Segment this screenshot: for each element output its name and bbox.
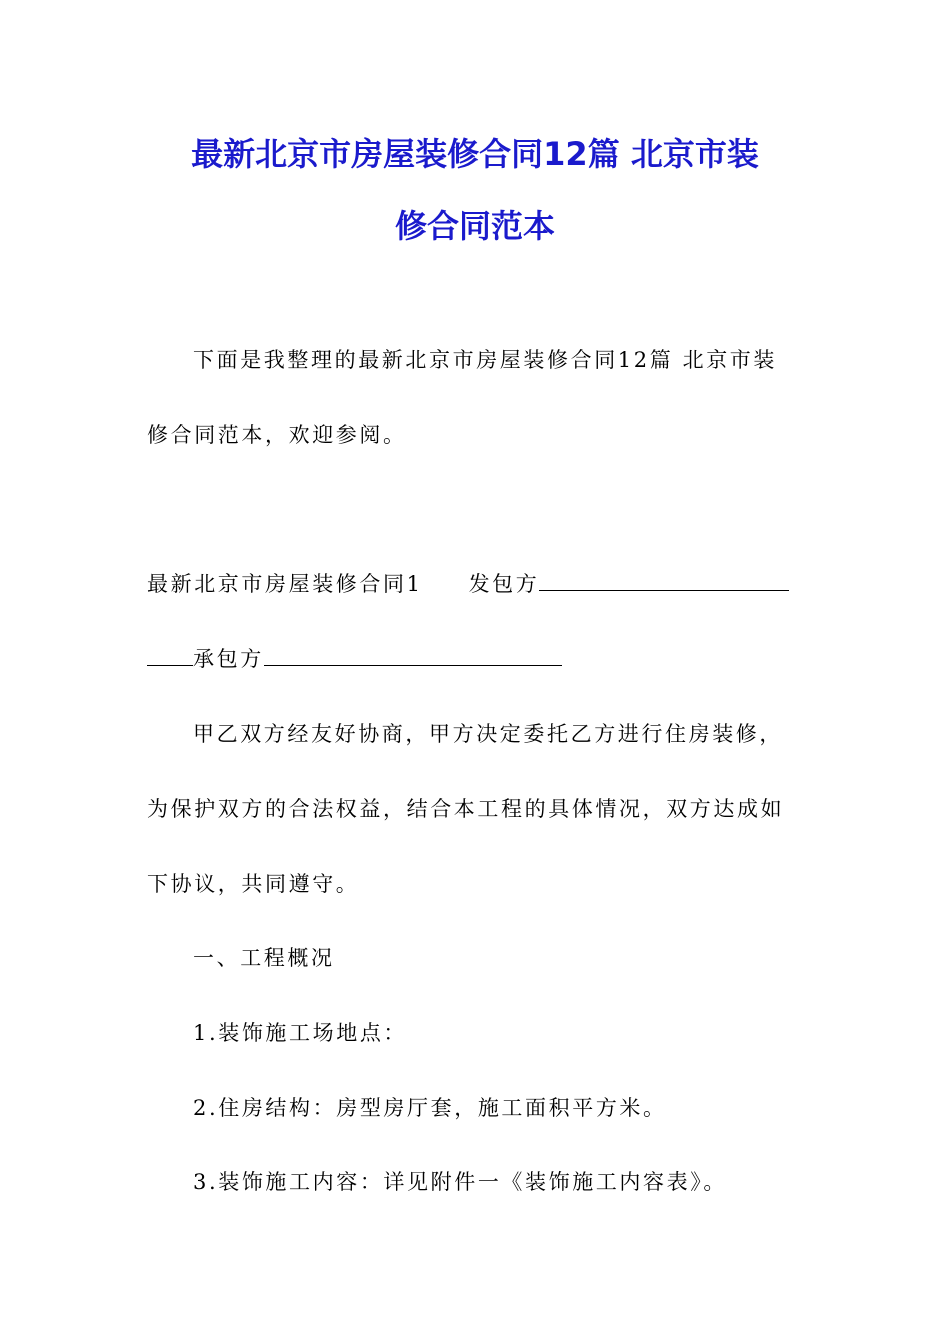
party-b-row	[147, 645, 562, 673]
contract-heading: 最新北京市房屋装修合同1	[147, 572, 423, 596]
intro-line-1: 下面是我整理的最新北京市房屋装修合同12篇 北京市装	[193, 348, 777, 372]
paragraph-1-line-1: 甲乙双方经友好协商，甲方决定委托乙方进行住房装修，	[193, 722, 783, 746]
paragraph-1-line-2: 为保护双方的合法权益，结合本工程的具体情况，双方达成如	[147, 797, 785, 821]
contract-heading-row	[147, 570, 789, 598]
party-a-blank	[539, 570, 789, 591]
party-a-blank-continued	[147, 645, 193, 666]
section-heading-1: 一、工程概况	[193, 946, 335, 970]
paragraph-1-line-3: 下协议，共同遵守。	[147, 872, 360, 896]
list-item-2: 2.住房结构：房型房厅套，施工面积平方米。	[193, 1096, 667, 1120]
party-b-label: 承包方	[193, 647, 264, 671]
list-item-1: 1.装饰施工场地点：	[193, 1021, 408, 1045]
document-title-line-1: 最新北京市房屋装修合同12篇 北京市装	[191, 135, 759, 173]
intro-line-2: 修合同范本，欢迎参阅。	[147, 423, 407, 447]
document-title-line-2: 修合同范本	[394, 207, 555, 245]
party-b-blank	[264, 645, 562, 666]
party-a-label: 发包方	[468, 572, 540, 596]
list-item-3: 3.装饰施工内容：详见附件一《装饰施工内容表》。	[193, 1170, 727, 1194]
